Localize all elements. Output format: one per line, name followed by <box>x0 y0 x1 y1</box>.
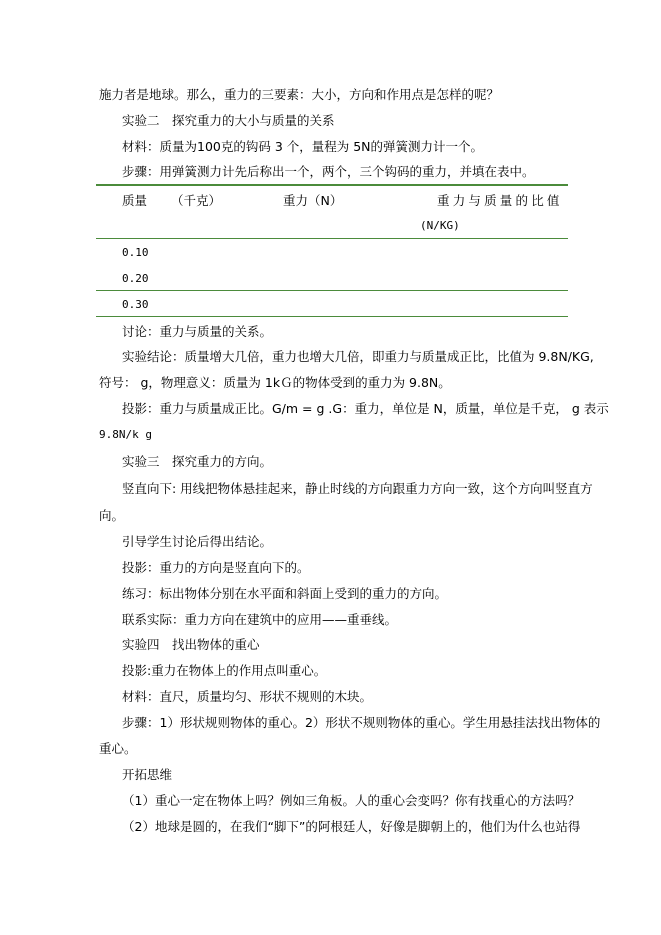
materials-paragraph: 材料：质量为100克的钩码 3 个，量程为 5N的弹簧测力计一个。 <box>122 139 484 154</box>
experiment-2-title: 实验二 探究重力的大小与质量的关系 <box>122 113 335 128</box>
materials-2-line: 材料：直尺，质量均匀、形状不规则的木块。 <box>122 689 373 704</box>
header-ratio-unit: (N/KG) <box>420 219 460 232</box>
table-row-rule <box>96 290 568 291</box>
steps-2-line-2: 重心。 <box>99 741 137 756</box>
table-row: 0.30 <box>122 298 149 311</box>
guide-line: 引导学生讨论后得出结论。 <box>122 534 273 549</box>
exercise-line: 练习：标出物体分别在水平面和斜面上受到的重力的方向。 <box>122 586 448 601</box>
table-row: 0.10 <box>122 246 149 259</box>
paragraph-gravity-elements: 施力者是地球。那么，重力的三要素：大小，方向和作用点是怎样的呢？ <box>99 87 500 102</box>
question-1: （1）重心一定在物体上吗？例如三角板。人的重心会变吗？你有找重心的方法吗？ <box>122 793 580 808</box>
vertical-definition-line-2: 向。 <box>99 508 125 523</box>
practice-line: 联系实际：重力方向在建筑中的应用——重垂线。 <box>122 612 398 627</box>
conclusion-line-1: 实验结论：质量增大几倍，重力也增大几倍，即重力与质量成正比，比值为 9.8N/KG, <box>122 349 594 364</box>
table-bottom-rule <box>96 316 568 317</box>
header-ratio: 重力与质量的比值 <box>437 193 563 208</box>
header-mass: 质量 <box>122 193 148 208</box>
projection-center-of-gravity-line: 投影:重力在物体上的作用点叫重心。 <box>122 663 327 678</box>
discussion-line: 讨论：重力与质量的关系。 <box>122 324 273 339</box>
table-top-rule <box>96 184 568 186</box>
experiment-4-title: 实验四 找出物体的重心 <box>122 637 260 652</box>
vertical-definition-line-1: 竖直向下: 用线把物体悬挂起来，静止时线的方向跟重力方向一致，这个方向叫竖直方 <box>122 481 593 496</box>
table-header-rule <box>96 238 568 239</box>
header-unit-kg: （千克） <box>171 193 222 208</box>
projection-direction-line: 投影：重力的方向是竖直向下的。 <box>122 560 310 575</box>
steps-2-line-1: 步骤：1）形状规则物体的重心。2）形状不规则物体的重心。学生用悬挂法找出物体的 <box>122 715 601 730</box>
header-weight: 重力（N） <box>283 193 343 208</box>
table-row: 0.20 <box>122 272 149 285</box>
question-2: （2）地球是圆的，在我们“脚下”的阿根廷人，好像是脚朝上的，他们为什么也站得 <box>122 819 581 834</box>
projection-line-1: 投影：重力与质量成正比。G/m = g .G：重力，单位是 N，质量，单位是千克， g 表示 <box>122 401 609 416</box>
conclusion-line-2: 符号： g，物理意义：质量为 1kＧ的物体受到的重力为 9.8N。 <box>99 375 451 390</box>
expand-thinking-heading: 开拓思维 <box>122 767 173 782</box>
experiment-3-title: 实验三 探究重力的方向。 <box>122 454 273 469</box>
projection-line-2: 9.8N/k g <box>99 428 152 441</box>
steps-paragraph: 步骤：用弹簧测力计先后称出一个，两个，三个钩码的重力，并填在表中。 <box>122 164 535 179</box>
